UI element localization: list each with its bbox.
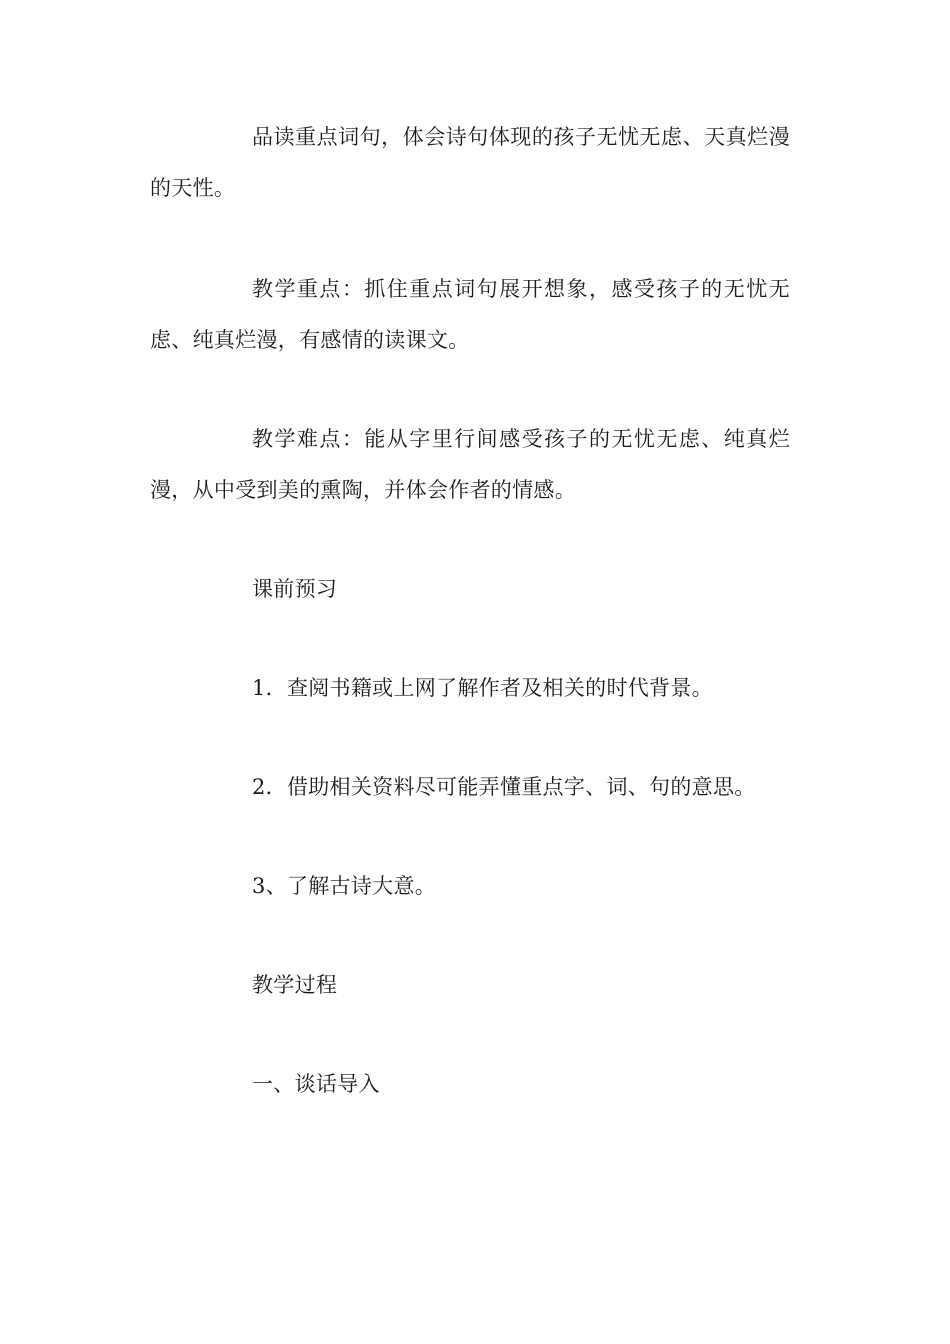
heading-section-1: 一、谈话导入	[252, 1072, 380, 1096]
list-item-preview-3: 3、了解古诗大意。	[252, 874, 437, 898]
paragraph-teaching-focus: 教学重点：抓住重点词句展开想象，感受孩子的无忧无虑、纯真烂漫，有感情的读课文。	[150, 277, 790, 352]
heading-preview: 课前预习	[252, 577, 338, 601]
heading-teaching-process: 教学过程	[252, 973, 338, 997]
paragraph-teaching-difficulty: 教学难点：能从字里行间感受孩子的无忧无虑、纯真烂漫，从中受到美的熏陶，并体会作者的情感。	[150, 427, 790, 502]
list-item-preview-1: 1．查阅书籍或上网了解作者及相关的时代背景。	[252, 676, 713, 700]
list-item-preview-2: 2．借助相关资料尽可能弄懂重点字、词、句的意思。	[252, 775, 756, 799]
paragraph-learning-goal: 品读重点词句，体会诗句体现的孩子无忧无虑、天真烂漫的天性。	[150, 125, 790, 200]
